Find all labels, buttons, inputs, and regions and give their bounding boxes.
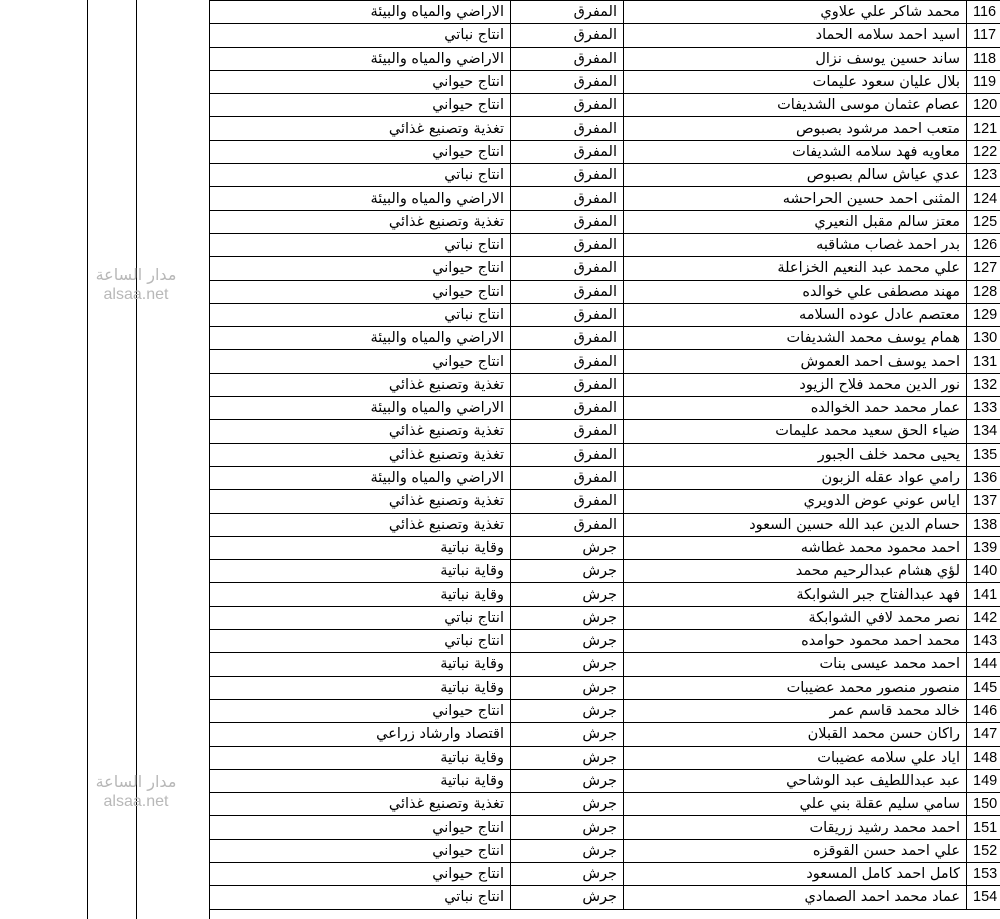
governorate-cell: المفرق (511, 47, 624, 70)
name-cell: خالد محمد قاسم عمر (624, 699, 967, 722)
row-number-cell: 125 (967, 210, 1000, 233)
specialization-cell: تغذية وتصنيع غذائي (210, 793, 511, 816)
row-number-cell: 149 (967, 769, 1000, 792)
row-number-cell: 116 (967, 1, 1000, 24)
table-row (210, 233, 1000, 256)
table-row (210, 466, 1000, 489)
specialization-cell: وقاية نباتية (210, 676, 511, 699)
watermark-arabic: مدار الساعة (95, 772, 177, 791)
row-number-cell: 146 (967, 699, 1000, 722)
watermark-arabic: مدار الساعة (95, 265, 177, 284)
governorate-cell: جرش (511, 536, 624, 559)
row-number-cell: 151 (967, 816, 1000, 839)
name-cell: ضياء الحق سعيد محمد عليمات (624, 420, 967, 443)
table-row (210, 373, 1000, 396)
specialization-cell: انتاج حيواني (210, 257, 511, 280)
governorate-cell: المفرق (511, 327, 624, 350)
specialization-cell: انتاج نباتي (210, 24, 511, 47)
governorate-cell: جرش (511, 723, 624, 746)
table-row (210, 583, 1000, 606)
specialization-cell: انتاج حيواني (210, 70, 511, 93)
table-row (210, 886, 1000, 909)
name-cell: كامل احمد كامل المسعود (624, 862, 967, 885)
specialization-cell: انتاج نباتي (210, 233, 511, 256)
table-row (210, 560, 1000, 583)
specialization-cell: تغذية وتصنيع غذائي (210, 117, 511, 140)
row-number-cell: 129 (967, 303, 1000, 326)
name-cell: بلال عليان سعود عليمات (624, 70, 967, 93)
name-cell: سامي سليم عقلة بني علي (624, 793, 967, 816)
name-cell: اياد علي سلامه عضيبات (624, 746, 967, 769)
specialization-cell: انتاج حيواني (210, 350, 511, 373)
table-row (210, 536, 1000, 559)
governorate-cell: جرش (511, 862, 624, 885)
governorate-cell: جرش (511, 630, 624, 653)
specialization-cell: وقاية نباتية (210, 560, 511, 583)
governorate-cell: المفرق (511, 513, 624, 536)
table-row (210, 210, 1000, 233)
specialization-cell: انتاج نباتي (210, 303, 511, 326)
governorate-cell: جرش (511, 583, 624, 606)
row-number-cell: 131 (967, 350, 1000, 373)
table-row (210, 653, 1000, 676)
specialization-cell: الاراضي والمياه والبيئة (210, 466, 511, 489)
row-number-cell: 122 (967, 140, 1000, 163)
row-number-cell: 139 (967, 536, 1000, 559)
name-cell: معاويه فهد سلامه الشديفات (624, 140, 967, 163)
specialization-cell: تغذية وتصنيع غذائي (210, 210, 511, 233)
name-cell: منصور منصور محمد عضيبات (624, 676, 967, 699)
table-row (210, 676, 1000, 699)
table-row (210, 47, 1000, 70)
table-row (210, 350, 1000, 373)
name-cell: حسام الدين عبد الله حسين السعود (624, 513, 967, 536)
row-number-cell: 128 (967, 280, 1000, 303)
governorate-cell: جرش (511, 699, 624, 722)
table-row (210, 187, 1000, 210)
table-row (210, 513, 1000, 536)
governorate-cell: جرش (511, 676, 624, 699)
names-table (209, 0, 1000, 910)
table-row (210, 1, 1000, 24)
specialization-cell: تغذية وتصنيع غذائي (210, 490, 511, 513)
governorate-cell: جرش (511, 839, 624, 862)
name-cell: معتز سالم مقبل النعيري (624, 210, 967, 233)
name-cell: اياس عوني عوض الدويري (624, 490, 967, 513)
specialization-cell: انتاج حيواني (210, 94, 511, 117)
row-number-cell: 141 (967, 583, 1000, 606)
row-number-cell: 123 (967, 164, 1000, 187)
name-cell: احمد يوسف احمد العموش (624, 350, 967, 373)
name-cell: نصر محمد لافي الشوابكة (624, 606, 967, 629)
names-table-body (210, 1, 1000, 910)
table-row (210, 24, 1000, 47)
table-row (210, 606, 1000, 629)
specialization-cell: انتاج حيواني (210, 816, 511, 839)
name-cell: فهد عبدالفتاح جبر الشوابكة (624, 583, 967, 606)
row-number-cell: 153 (967, 862, 1000, 885)
specialization-cell: وقاية نباتية (210, 769, 511, 792)
name-cell: علي احمد حسن القوقزه (624, 839, 967, 862)
governorate-cell: المفرق (511, 257, 624, 280)
row-number-cell: 147 (967, 723, 1000, 746)
specialization-cell: انتاج نباتي (210, 164, 511, 187)
specialization-cell: اقتصاد وارشاد زراعي (210, 723, 511, 746)
row-number-cell: 144 (967, 653, 1000, 676)
table-row (210, 257, 1000, 280)
governorate-cell: المفرق (511, 397, 624, 420)
table-row (210, 839, 1000, 862)
name-cell: عدي عياش سالم بصبوص (624, 164, 967, 187)
governorate-cell: جرش (511, 653, 624, 676)
governorate-cell: المفرق (511, 280, 624, 303)
table-row (210, 327, 1000, 350)
row-number-cell: 130 (967, 327, 1000, 350)
watermark-url: alsaa.net (103, 286, 169, 303)
specialization-cell: الاراضي والمياه والبيئة (210, 327, 511, 350)
governorate-cell: المفرق (511, 233, 624, 256)
specialization-cell: تغذية وتصنيع غذائي (210, 420, 511, 443)
row-number-cell: 135 (967, 443, 1000, 466)
table-row (210, 397, 1000, 420)
governorate-cell: جرش (511, 560, 624, 583)
name-cell: علي محمد عبد النعيم الخزاعلة (624, 257, 967, 280)
watermark-url: alsaa.net (103, 793, 169, 810)
governorate-cell: المفرق (511, 350, 624, 373)
table-row (210, 94, 1000, 117)
governorate-cell: المفرق (511, 420, 624, 443)
governorate-cell: المفرق (511, 94, 624, 117)
governorate-cell: المفرق (511, 466, 624, 489)
table-row (210, 816, 1000, 839)
governorate-cell: جرش (511, 769, 624, 792)
governorate-cell: المفرق (511, 24, 624, 47)
name-cell: مهند مصطفى علي خوالده (624, 280, 967, 303)
governorate-cell: المفرق (511, 443, 624, 466)
row-number-cell: 132 (967, 373, 1000, 396)
row-number-cell: 148 (967, 746, 1000, 769)
table-row (210, 862, 1000, 885)
governorate-cell: جرش (511, 606, 624, 629)
specialization-cell: تغذية وتصنيع غذائي (210, 373, 511, 396)
table-row (210, 420, 1000, 443)
table-row (210, 490, 1000, 513)
table-row (210, 630, 1000, 653)
row-number-cell: 121 (967, 117, 1000, 140)
governorate-cell: جرش (511, 816, 624, 839)
governorate-cell: جرش (511, 886, 624, 909)
specialization-cell: انتاج نباتي (210, 630, 511, 653)
specialization-cell: الاراضي والمياه والبيئة (210, 1, 511, 24)
table-row (210, 164, 1000, 187)
specialization-cell: تغذية وتصنيع غذائي (210, 513, 511, 536)
table-row (210, 303, 1000, 326)
table-row (210, 443, 1000, 466)
row-number-cell: 126 (967, 233, 1000, 256)
row-number-cell: 138 (967, 513, 1000, 536)
governorate-cell: المفرق (511, 70, 624, 93)
name-cell: يحيى محمد خلف الجبور (624, 443, 967, 466)
specialization-cell: الاراضي والمياه والبيئة (210, 187, 511, 210)
name-cell: احمد محمود محمد غطاشه (624, 536, 967, 559)
name-cell: احمد محمد رشيد زريقات (624, 816, 967, 839)
governorate-cell: المفرق (511, 303, 624, 326)
name-cell: متعب احمد مرشود بصبوص (624, 117, 967, 140)
row-number-cell: 143 (967, 630, 1000, 653)
row-number-cell: 118 (967, 47, 1000, 70)
specialization-cell: وقاية نباتية (210, 583, 511, 606)
row-number-cell: 150 (967, 793, 1000, 816)
row-number-cell: 120 (967, 94, 1000, 117)
name-cell: عصام عثمان موسى الشديفات (624, 94, 967, 117)
governorate-cell: المفرق (511, 1, 624, 24)
name-cell: عمار محمد حمد الخوالده (624, 397, 967, 420)
name-cell: معتصم عادل عوده السلامه (624, 303, 967, 326)
row-number-cell: 117 (967, 24, 1000, 47)
name-cell: نور الدين محمد فلاح الزيود (624, 373, 967, 396)
row-number-cell: 154 (967, 886, 1000, 909)
name-cell: راكان حسن محمد القبلان (624, 723, 967, 746)
table-row (210, 70, 1000, 93)
row-number-cell: 124 (967, 187, 1000, 210)
table-row (210, 280, 1000, 303)
specialization-cell: تغذية وتصنيع غذائي (210, 443, 511, 466)
governorate-cell: المفرق (511, 373, 624, 396)
table-row (210, 699, 1000, 722)
table-row (210, 793, 1000, 816)
specialization-cell: انتاج حيواني (210, 140, 511, 163)
governorate-cell: جرش (511, 793, 624, 816)
row-number-cell: 133 (967, 397, 1000, 420)
specialization-cell: انتاج نباتي (210, 606, 511, 629)
governorate-cell: المفرق (511, 164, 624, 187)
name-cell: احمد محمد عيسى بنات (624, 653, 967, 676)
specialization-cell: انتاج حيواني (210, 280, 511, 303)
table-row (210, 723, 1000, 746)
specialization-cell: انتاج حيواني (210, 862, 511, 885)
name-cell: همام يوسف محمد الشديفات (624, 327, 967, 350)
governorate-cell: المفرق (511, 210, 624, 233)
row-number-cell: 136 (967, 466, 1000, 489)
table-row (210, 769, 1000, 792)
governorate-cell: المفرق (511, 490, 624, 513)
row-number-cell: 119 (967, 70, 1000, 93)
watermark (88, 772, 184, 812)
name-cell: ساند حسين يوسف نزال (624, 47, 967, 70)
specialization-cell: وقاية نباتية (210, 746, 511, 769)
specialization-cell: وقاية نباتية (210, 653, 511, 676)
name-cell: لؤي هشام عبدالرحيم محمد (624, 560, 967, 583)
row-number-cell: 142 (967, 606, 1000, 629)
name-cell: بدر احمد غصاب مشاقبه (624, 233, 967, 256)
row-number-cell: 127 (967, 257, 1000, 280)
name-cell: المثنى احمد حسين الحراحشه (624, 187, 967, 210)
specialization-cell: انتاج نباتي (210, 886, 511, 909)
name-cell: رامي عواد عقله الزبون (624, 466, 967, 489)
specialization-cell: الاراضي والمياه والبيئة (210, 397, 511, 420)
specialization-cell: وقاية نباتية (210, 536, 511, 559)
governorate-cell: المفرق (511, 187, 624, 210)
row-number-cell: 137 (967, 490, 1000, 513)
row-number-cell: 134 (967, 420, 1000, 443)
specialization-cell: انتاج حيواني (210, 699, 511, 722)
table-row (210, 117, 1000, 140)
row-number-cell: 140 (967, 560, 1000, 583)
name-cell: اسيد احمد سلامه الحماد (624, 24, 967, 47)
specialization-cell: انتاج حيواني (210, 839, 511, 862)
governorate-cell: المفرق (511, 117, 624, 140)
name-cell: عماد محمد احمد الصمادي (624, 886, 967, 909)
governorate-cell: المفرق (511, 140, 624, 163)
specialization-cell: الاراضي والمياه والبيئة (210, 47, 511, 70)
table-row (210, 746, 1000, 769)
row-number-cell: 152 (967, 839, 1000, 862)
name-cell: عبد عبداللطيف عبد الوشاحي (624, 769, 967, 792)
table-row (210, 140, 1000, 163)
governorate-cell: جرش (511, 746, 624, 769)
name-cell: محمد شاكر علي علاوي (624, 1, 967, 24)
name-cell: محمد احمد محمود حوامده (624, 630, 967, 653)
watermark (88, 265, 184, 305)
row-number-cell: 145 (967, 676, 1000, 699)
